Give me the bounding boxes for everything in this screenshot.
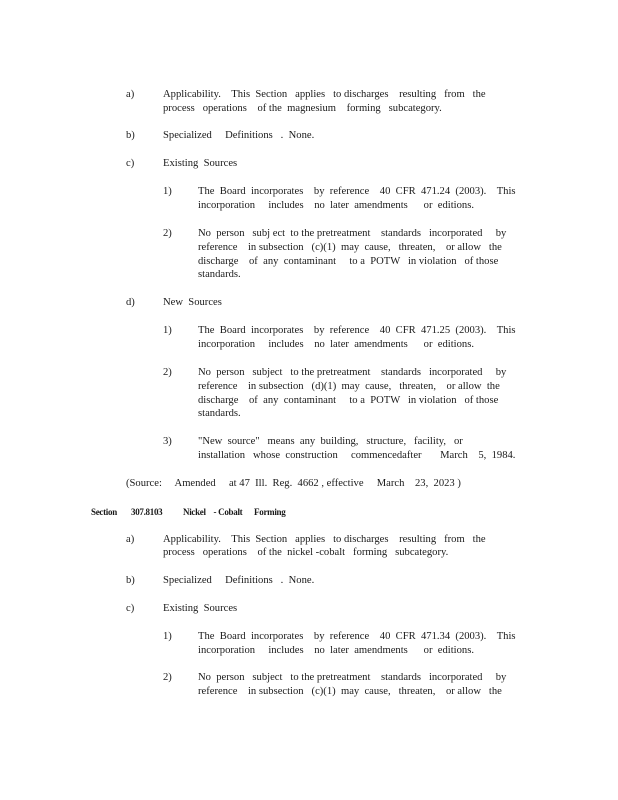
c2-2-line-1: No person subject to the pretreatment standards incorporated by: [198, 672, 507, 683]
item-label-a: a): [126, 89, 135, 100]
definitions-text: Specialized Definitions . None.: [163, 130, 315, 141]
d2-line-3: discharge of any contaminant to a POTW in violation of those: [198, 395, 499, 406]
item-label-b: b): [126, 130, 135, 141]
applicability-line-2: process operations of the magnesium forming subcategory.: [163, 103, 442, 114]
applicability-2-line-1: Applicability. This Section applies to discharges resulting from the: [163, 534, 486, 545]
item-label-c: c): [126, 158, 135, 169]
source-note: (Source: Amended at 47 Ill. Reg. 4662 , effective March 23, 2023 ): [126, 478, 461, 489]
item-label-a-2: a): [126, 534, 135, 545]
definitions-2-text: Specialized Definitions . None.: [163, 575, 315, 586]
d2-line-4: standards.: [198, 408, 241, 419]
d2-line-2: reference in subsection (d)(1) may cause, threaten, or allow the: [198, 381, 500, 392]
sub-label-d2: 2): [163, 367, 172, 378]
applicability-line-1: Applicability. This Section applies to discharges resulting from the: [163, 89, 486, 100]
d3-line-1: "New source" means any building, structure, facility, or: [198, 436, 463, 447]
c1-line-1: The Board incorporates by reference 40 CFR 471.24 (2003). This: [198, 186, 516, 197]
existing-sources-2-heading: Existing Sources: [163, 603, 238, 614]
d3-line-2: installation whose construction commencedafter March 5, 1984.: [198, 450, 516, 461]
c2-line-3: discharge of any contaminant to a POTW in violation of those: [198, 256, 499, 267]
c1-2-line-1: The Board incorporates by reference 40 CFR 471.34 (2003). This: [198, 631, 516, 642]
item-label-d: d): [126, 297, 135, 308]
d2-line-1: No person subject to the pretreatment standards incorporated by: [198, 367, 507, 378]
c2-2-line-2: reference in subsection (c)(1) may cause, threaten, or allow the: [198, 686, 502, 697]
item-label-c-2: c): [126, 603, 135, 614]
item-label-b-2: b): [126, 575, 135, 586]
c2-line-1: No person subj ect to the pretreatment standards incorporated by: [198, 228, 507, 239]
section-number: 307.8103: [131, 507, 163, 517]
new-sources-heading: New Sources: [163, 297, 222, 308]
d1-line-2: incorporation includes no later amendments or editions.: [198, 339, 474, 350]
section-title: Nickel - Cobalt Forming: [183, 507, 286, 517]
c1-2-line-2: incorporation includes no later amendments or editions.: [198, 645, 474, 656]
sub-label-d1: 1): [163, 325, 172, 336]
c1-line-2: incorporation includes no later amendments or editions.: [198, 200, 474, 211]
applicability-2-line-2: process operations of the nickel -cobalt forming subcategory.: [163, 547, 449, 558]
d1-line-1: The Board incorporates by reference 40 CFR 471.25 (2003). This: [198, 325, 516, 336]
existing-sources-heading: Existing Sources: [163, 158, 238, 169]
c2-line-2: reference in subsection (c)(1) may cause, threaten, or allow the: [198, 242, 502, 253]
sub-label-c2: 2): [163, 228, 172, 239]
c2-line-4: standards.: [198, 269, 241, 280]
section-word: Section: [91, 507, 117, 517]
sub-label-d3: 3): [163, 436, 172, 447]
sub-label-c2-2: 2): [163, 672, 172, 683]
sub-label-c1-2: 1): [163, 631, 172, 642]
sub-label-c1: 1): [163, 186, 172, 197]
